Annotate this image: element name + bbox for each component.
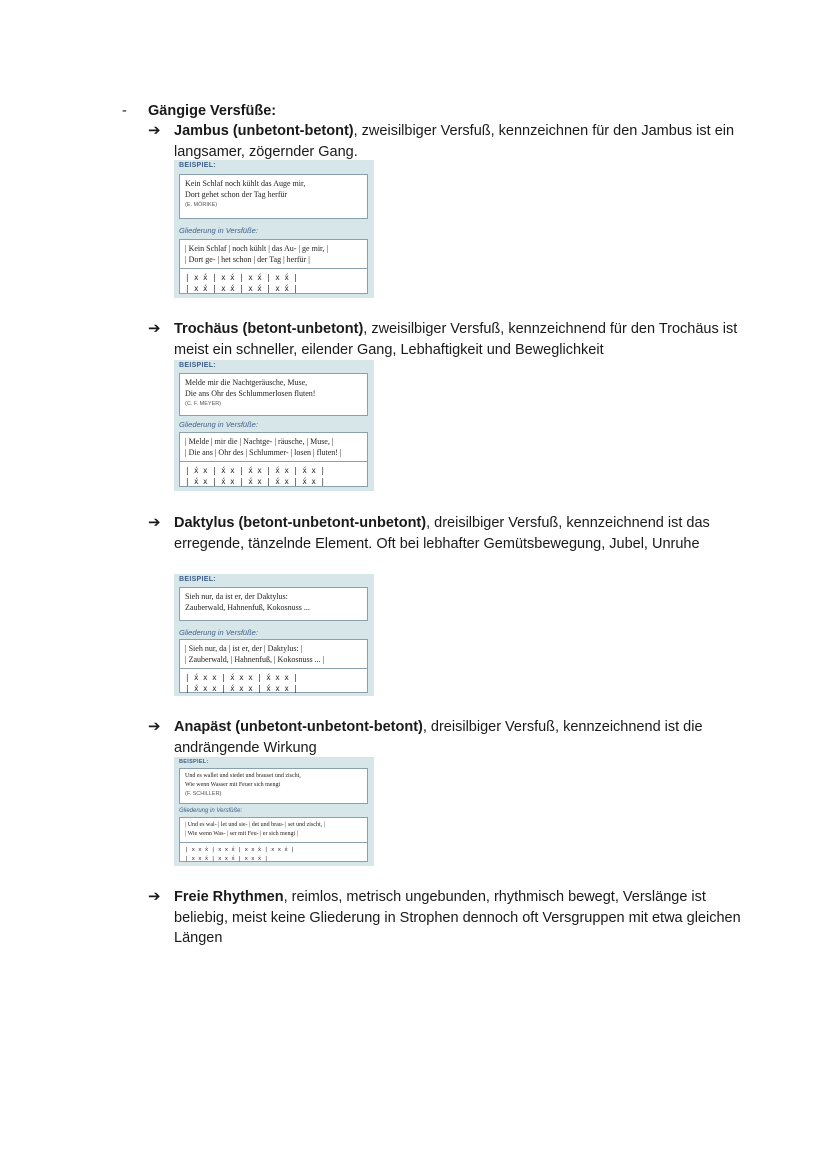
example-label: BEISPIEL: [179, 162, 216, 169]
division-box [179, 639, 368, 693]
divider [180, 668, 367, 669]
example-source: (E. MÖRIKE) [185, 202, 218, 208]
section-title: Gängige Versfüße: [148, 103, 277, 119]
term: Trochäus (betont-unbetont) [174, 321, 364, 337]
arrow-icon: ➔ [148, 320, 161, 337]
meter-line: | x x x́ | x x x́ | x x x́ | [185, 856, 268, 862]
description: , zweisilbiger Versfuß, kennzeichnend für den Trochäus ist meist ein schneller, eilender Gang, Lebhaftigkeit und Beweglichkeit [174, 321, 738, 358]
meter-line: | x x́ | x x́ | x x́ | x x́ | [185, 284, 298, 293]
term: Anapäst (unbetont-unbetont-betont) [174, 719, 423, 735]
division-line: | Wie wenn Was- | ser mit Feu- | er sich mengt | [185, 831, 298, 837]
example-line: Die ans Ohr des Schlummerlosen fluten! [185, 389, 316, 398]
arrow-icon: ➔ [148, 122, 161, 139]
division-line: | Melde | mir die | Nachtge- | räusche, | Muse, | [185, 437, 334, 446]
list-item-freie-rhythmen [148, 887, 748, 949]
list-item-anapaest [148, 717, 748, 758]
list-item-jambus [148, 121, 748, 162]
description: , dreisilbiger Versfuß, kennzeichnend ist das erregende, tänzelnde Element. Oft bei lebhafter Gemütsbewegung, Jubel, Unruhe [174, 515, 710, 552]
example-line: Wie wenn Wasser mit Feuer sich mengt [185, 782, 281, 788]
list-item-daktylus [148, 513, 748, 554]
division-line: | Sieh nur, da | ist er, der | Daktylus: | [185, 644, 303, 653]
example-source: (F. SCHILLER) [185, 791, 222, 797]
division-box [179, 817, 368, 862]
term: Freie Rhythmen [174, 889, 284, 905]
description: , dreisilbiger Versfuß, kennzeichnend ist die andrängende Wirkung [174, 719, 703, 756]
example-line: Dort gehet schon der Tag herfür [185, 190, 288, 199]
example-source: (C. F. MEYER) [185, 401, 222, 407]
example-label: BEISPIEL: [179, 362, 216, 369]
meter-line: | x́ x | x́ x | x́ x | x́ x | x́ x | [185, 477, 325, 486]
example-line: Melde mir die Nachtgeräusche, Muse, [185, 378, 308, 387]
division-line: | Kein Schlaf | noch kühlt | das Au- | ge mir, | [185, 244, 328, 253]
example-label: BEISPIEL: [179, 759, 209, 765]
meter-line: | x́ x | x́ x | x́ x | x́ x | x́ x | [185, 466, 325, 475]
meter-line: | x x́ | x x́ | x x́ | x x́ | [185, 273, 298, 282]
example-box [179, 174, 368, 219]
meter-line: | x́ x x | x́ x x | x́ x x | [185, 673, 298, 682]
example-line: Und es wallet und siedet und brauset und zischt, [185, 773, 301, 779]
list-item-trochaeus [148, 319, 748, 360]
example-label: BEISPIEL: [179, 576, 216, 583]
meter-line: | x́ x x | x́ x x | x́ x x | [185, 684, 298, 693]
arrow-icon: ➔ [148, 718, 161, 735]
description: , reimlos, metrisch ungebunden, rhythmisch bewegt, Verslänge ist beliebig, meist keine Gliederung in Strophen dennoch oft Versgruppen mit etwa gleichen Längen [174, 889, 741, 946]
term: Daktylus (betont-unbetont-unbetont) [174, 515, 427, 531]
list-dash: - [122, 103, 127, 119]
description: , zweisilbiger Versfuß, kennzeichnen für den Jambus ist ein langsamer, zögernder Gang. [174, 123, 735, 160]
division-line: | Die ans | Ohr des | Schlummer- | losen | fluten! | [185, 448, 342, 457]
division-label: Gliederung in Versfüße: [179, 420, 258, 429]
example-box [179, 587, 368, 621]
meter-line: | x x x́ | x x x́ | x x x́ | x x x́ | [185, 847, 295, 853]
division-label: Gliederung in Versfüße: [179, 808, 243, 814]
arrow-icon: ➔ [148, 514, 161, 531]
example-line: Kein Schlaf noch kühlt das Auge mir, [185, 179, 306, 188]
example-card-anapaest [174, 757, 374, 866]
example-line: Zauberwald, Hahnenfuß, Kokosnuss ... [185, 603, 310, 612]
example-card-jambus [174, 160, 374, 298]
divider [180, 268, 367, 269]
example-card-trochaeus [174, 360, 374, 491]
term: Jambus (unbetont-betont) [174, 123, 354, 139]
section-heading [122, 101, 276, 121]
example-line: Sieh nur, da ist er, der Daktylus: [185, 592, 288, 601]
division-label: Gliederung in Versfüße: [179, 226, 258, 235]
division-box [179, 239, 368, 294]
division-line: | Dort ge- | het schon | der Tag | herfür | [185, 255, 310, 264]
divider [180, 461, 367, 462]
division-line: | Zauberwald, | Hahnenfuß, | Kokosnuss ... | [185, 655, 325, 664]
example-box [179, 768, 368, 804]
arrow-icon: ➔ [148, 888, 161, 905]
division-label: Gliederung in Versfüße: [179, 628, 258, 637]
divider [180, 842, 367, 843]
example-card-daktylus [174, 574, 374, 696]
division-line: | Und es wal- | let und sie- | det und brau- | set und zischt, | [185, 822, 325, 828]
example-box [179, 373, 368, 416]
division-box [179, 432, 368, 487]
